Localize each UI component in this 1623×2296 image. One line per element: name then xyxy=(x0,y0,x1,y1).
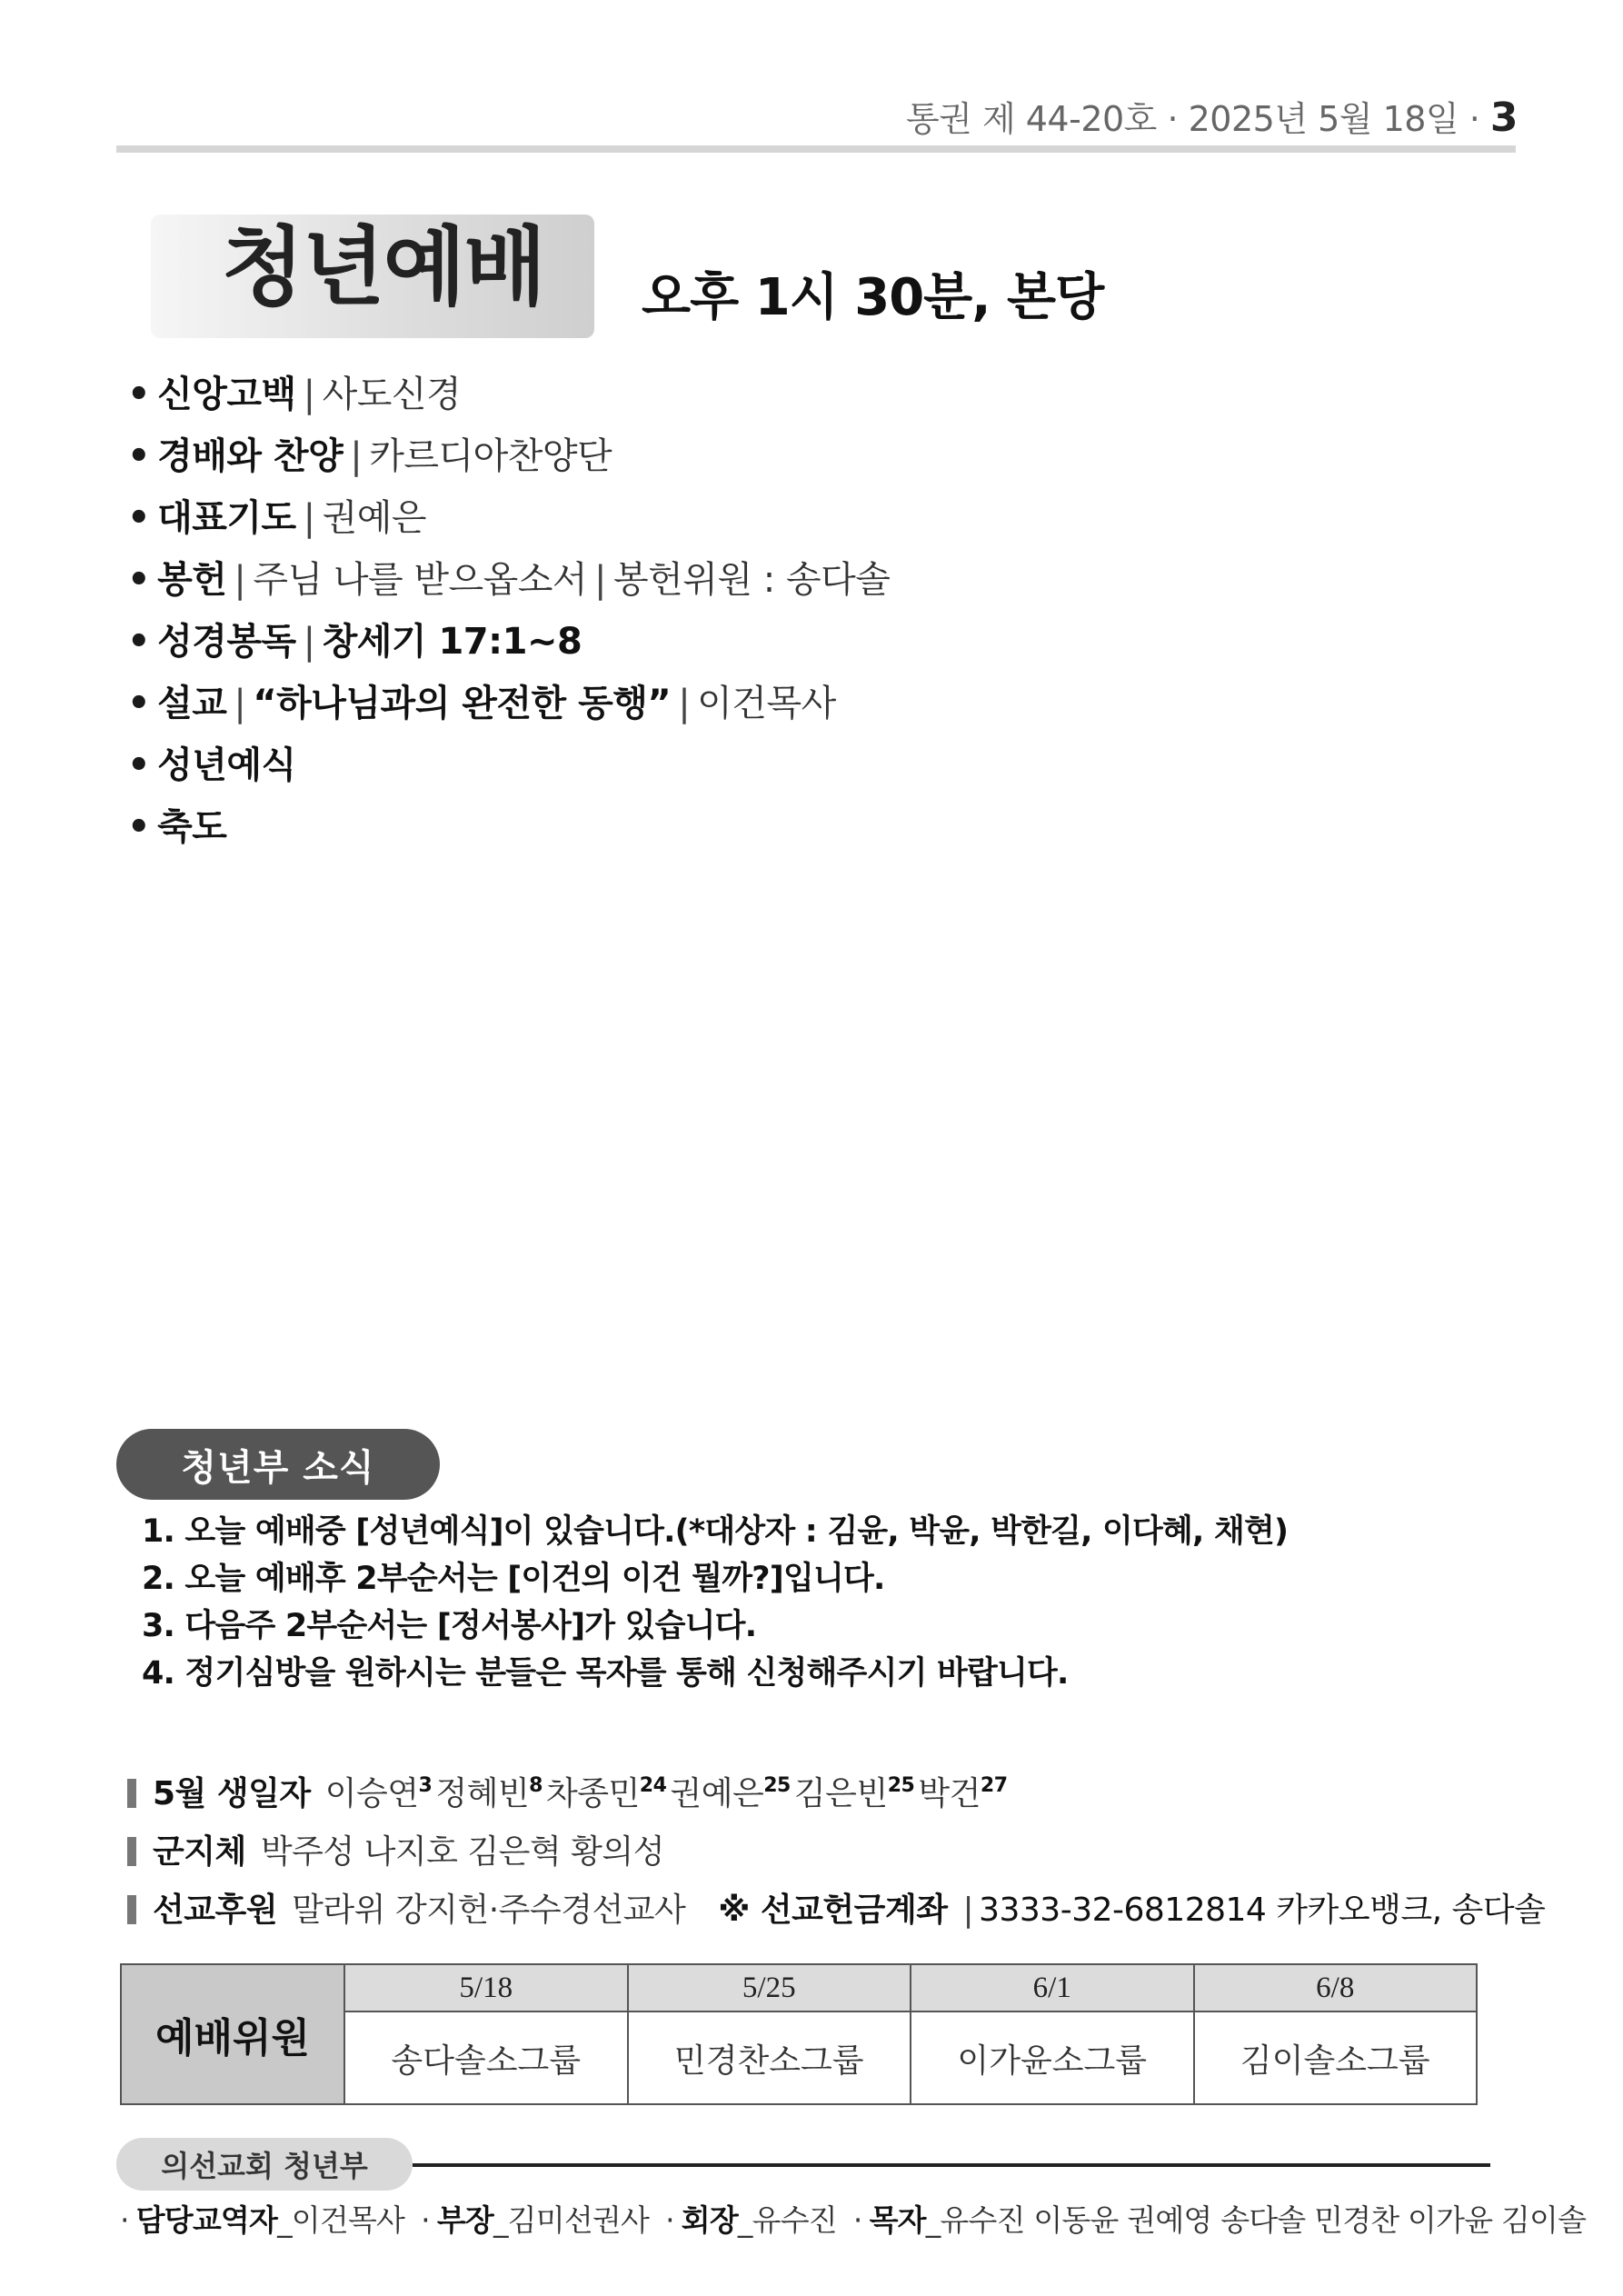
bullet-icon: • xyxy=(127,683,151,724)
duty-group: 송다솔소그룹 xyxy=(344,2011,628,2104)
header-divider xyxy=(116,145,1516,153)
account-separator: | xyxy=(962,1892,974,1929)
mission-label: 선교후원 xyxy=(153,1892,278,1929)
order-of-service xyxy=(127,367,890,862)
birthday-name: 박건 xyxy=(918,1775,981,1812)
row-marker xyxy=(127,1895,136,1924)
duty-group: 민경찬소그룹 xyxy=(628,2011,911,2104)
order-value: 창세기 17:1~8 xyxy=(322,621,582,663)
staff-underscore: _ xyxy=(493,2202,508,2238)
order-value: 카르디아찬양단 xyxy=(369,435,612,477)
duty-group: 김이솔소그룹 xyxy=(1194,2011,1478,2104)
duty-date: 6/8 xyxy=(1194,1964,1478,2011)
staff-role: 담당교역자 xyxy=(135,2202,278,2238)
birthday-day: 25 xyxy=(887,1774,915,1797)
staff-underscore: _ xyxy=(277,2202,292,2238)
order-value-extra: 봉헌위원 : 송다솔 xyxy=(613,559,891,601)
birthday-day: 8 xyxy=(529,1774,543,1797)
staff-role: 부장 xyxy=(436,2202,493,2238)
news-section-label: 청년부 소식 xyxy=(116,1429,440,1500)
mission-row xyxy=(127,1887,1545,1934)
footer-org-label: 의선교회 청년부 xyxy=(116,2138,413,2191)
news-item: 4. 정기심방을 원하시는 분들은 목자를 통해 신청해주시기 바랍니다. xyxy=(142,1655,1069,1692)
order-item xyxy=(127,491,890,553)
issue-header xyxy=(906,91,1518,141)
bullet-icon: • xyxy=(127,744,151,786)
news-list xyxy=(142,1509,1288,1698)
bullet-icon: • xyxy=(127,435,151,477)
staff-role: 목자 xyxy=(869,2202,926,2238)
order-label: 설교 xyxy=(157,683,227,724)
news-item: 2. 오늘 예배후 2부순서는 [이건의 이건 뭘까?]입니다. xyxy=(142,1561,885,1597)
order-label: 대표기도 xyxy=(157,497,296,539)
staff-role: 회장 xyxy=(681,2202,738,2238)
duty-date: 6/1 xyxy=(911,1964,1194,2011)
mission-value: 말라위 강지헌·주수경선교사 xyxy=(292,1892,686,1929)
news-item: 1. 오늘 예배중 [성년예식]이 있습니다.(*대상자 : 김윤, 박윤, 박한길, 이다혜, 채현) xyxy=(142,1513,1289,1550)
order-label: 성경봉독 xyxy=(157,621,296,663)
order-value: 권예은 xyxy=(322,497,427,539)
order-item xyxy=(127,553,890,614)
birthday-name: 차종민 xyxy=(545,1775,640,1812)
order-separator: | xyxy=(594,559,607,601)
bullet-icon: • xyxy=(127,621,151,663)
birthday-label: 5월 생일자 xyxy=(153,1775,311,1812)
page-number: 3 xyxy=(1489,95,1518,141)
order-item xyxy=(127,614,890,676)
account-number: 3333-32-6812814 카카오뱅크, 송다솔 xyxy=(979,1892,1546,1929)
birthday-name: 권예은 xyxy=(670,1775,764,1812)
order-item xyxy=(127,800,890,862)
account-label: ※ 선교헌금계좌 xyxy=(718,1892,948,1929)
duty-group: 이가윤소그룹 xyxy=(911,2011,1194,2104)
staff-item xyxy=(853,2202,1586,2238)
order-label: 성년예식 xyxy=(157,744,296,786)
order-item xyxy=(127,429,890,491)
worship-time-place: 오후 1시 30분, 본당 xyxy=(642,268,1104,327)
duty-date: 5/25 xyxy=(628,1964,911,2011)
birthday-day: 25 xyxy=(763,1774,791,1797)
military-label: 군지체 xyxy=(153,1833,246,1871)
staff-underscore: _ xyxy=(737,2202,752,2238)
order-separator: | xyxy=(678,683,691,724)
order-separator: | xyxy=(350,435,363,477)
bullet-icon: · xyxy=(120,2202,129,2238)
order-item xyxy=(127,676,890,738)
row-marker xyxy=(127,1837,136,1866)
staff-item xyxy=(421,2202,649,2238)
order-label: 축도 xyxy=(157,806,227,848)
row-marker xyxy=(127,1779,136,1808)
order-separator: | xyxy=(303,621,315,663)
military-row xyxy=(127,1829,664,1876)
birthday-day: 24 xyxy=(639,1774,667,1797)
duty-date: 5/18 xyxy=(344,1964,628,2011)
order-separator: | xyxy=(234,559,246,601)
order-item xyxy=(127,367,890,429)
order-value: 사도신경 xyxy=(322,374,462,415)
order-value-extra: 이건목사 xyxy=(697,683,836,724)
military-names: 박주성 나지호 김은혁 황의성 xyxy=(260,1833,664,1871)
news-item: 3. 다음주 2부순서는 [정서봉사]가 있습니다. xyxy=(142,1608,757,1644)
bullet-icon: • xyxy=(127,806,151,848)
mission-account xyxy=(718,1892,1545,1929)
birthday-name: 정혜빈 xyxy=(435,1775,530,1812)
bullet-icon: · xyxy=(852,2202,862,2238)
birthday-list xyxy=(325,1775,1011,1812)
footer-divider xyxy=(413,2163,1490,2167)
birthday-row xyxy=(127,1771,1011,1818)
order-separator: | xyxy=(303,497,315,539)
bullet-icon: • xyxy=(127,497,151,539)
order-separator: | xyxy=(303,374,315,415)
staff-names: 유수진 xyxy=(752,2202,837,2238)
order-separator: | xyxy=(234,683,246,724)
birthday-day: 27 xyxy=(980,1774,1008,1797)
staff-item xyxy=(120,2202,404,2238)
page-title: 청년예배 xyxy=(222,218,545,317)
bullet-icon: · xyxy=(665,2202,674,2238)
staff-underscore: _ xyxy=(925,2202,941,2238)
bullet-icon: · xyxy=(421,2202,430,2238)
staff-list xyxy=(120,2198,1602,2243)
issue-info: 통권 제 44-20호 · 2025년 5월 18일 · xyxy=(905,99,1490,139)
order-label: 신앙고백 xyxy=(157,374,296,415)
staff-names: 유수진 이동윤 권예영 송다솔 민경찬 이가윤 김이솔 xyxy=(940,2202,1587,2238)
order-value: 주님 나를 받으옵소서 xyxy=(253,559,588,601)
order-item xyxy=(127,738,890,800)
duty-table xyxy=(120,1963,1478,2105)
bullet-icon: • xyxy=(127,374,151,415)
bullet-icon: • xyxy=(127,559,151,601)
staff-names: 김미선권사 xyxy=(507,2202,650,2238)
birthday-name: 이승연 xyxy=(324,1775,419,1812)
staff-item xyxy=(665,2202,837,2238)
duty-table-header: 예배위원 xyxy=(121,1964,344,2104)
order-label: 경배와 찬양 xyxy=(157,435,344,477)
order-label: 봉헌 xyxy=(157,559,227,601)
staff-names: 이건목사 xyxy=(291,2202,405,2238)
birthday-day: 3 xyxy=(418,1774,433,1797)
order-value: “하나님과의 완전한 동행” xyxy=(253,683,672,724)
birthday-name: 김은빈 xyxy=(793,1775,888,1812)
